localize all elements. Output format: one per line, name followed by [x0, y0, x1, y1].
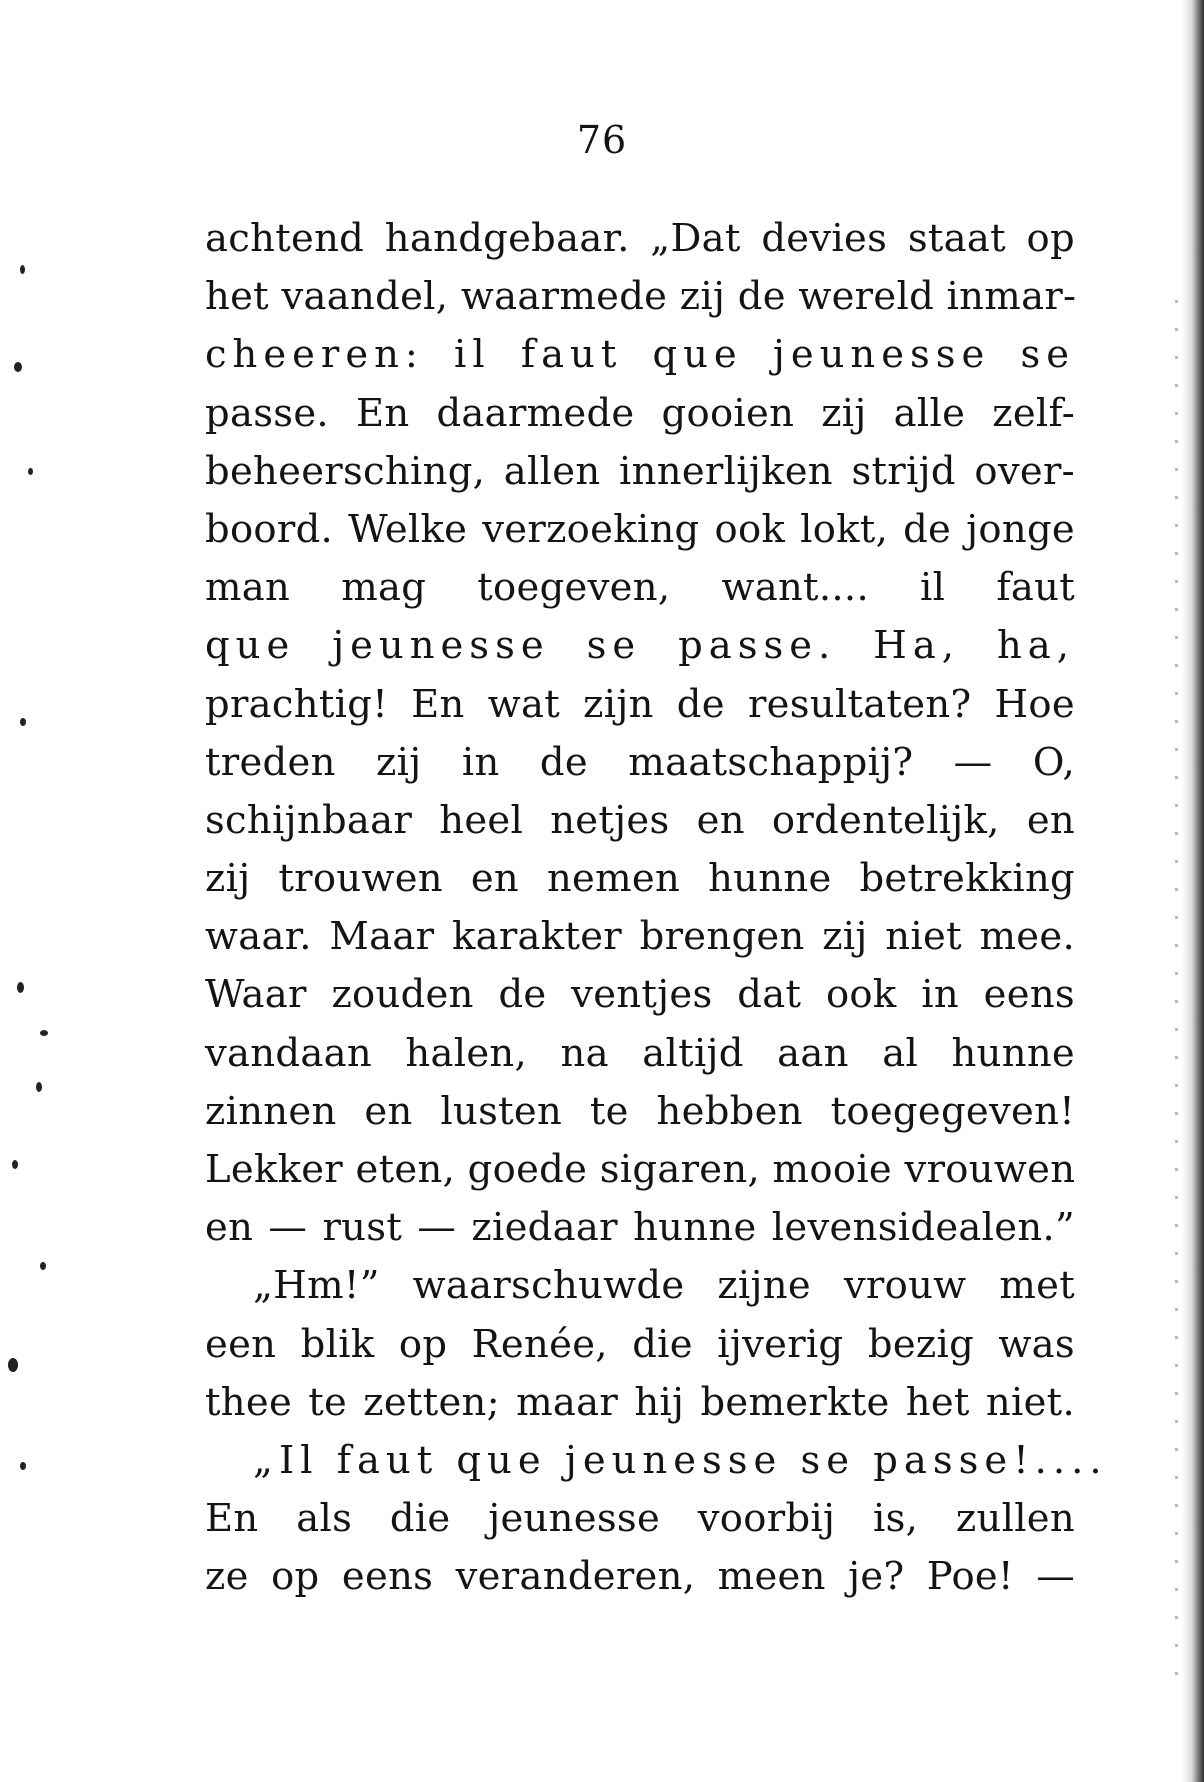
text-line: en — rust — ziedaar hunne levensidealen.”	[205, 1205, 1075, 1251]
text-line: zij trouwen en nemen hunne betrekking	[205, 856, 1075, 902]
scan-speck	[40, 1030, 48, 1036]
text-line: Lekker eten, goede sigaren, mooie vrouwen	[205, 1147, 1076, 1192]
scan-gutter-shadow	[1182, 0, 1204, 1782]
text-line: schijnbaar heel netjes en ordentelijk, en	[205, 797, 1075, 843]
scan-speck	[20, 718, 26, 726]
text-line: ze op eens veranderen, meen je? Poe! —	[205, 1554, 1075, 1600]
text-line: het vaandel, waarmede zij de wereld inmar-	[205, 274, 1077, 320]
text-line: Waar zouden de ventjes dat ook in eens	[205, 972, 1075, 1018]
scan-speck	[36, 1082, 42, 1092]
page-number: 76	[576, 118, 628, 162]
scan-speck	[14, 362, 22, 372]
text-line: achtend handgebaar. „Dat devies staat op	[205, 216, 1075, 261]
text-line: que jeunesse se passe. Ha, ha,	[205, 623, 1075, 669]
scan-speck	[28, 468, 33, 475]
body-text	[205, 210, 1108, 1607]
scan-speck	[20, 265, 25, 274]
text-line: En als die jeunesse voorbij is, zullen	[205, 1496, 1075, 1542]
text-line: boord. Welke verzoeking ook lokt, de jonge	[205, 506, 1075, 552]
text-line: beheersching, allen innerlijken strijd over-	[205, 448, 1075, 494]
text-line: zinnen en lusten te hebben toegegeven!	[205, 1088, 1075, 1134]
scan-gutter-marks	[1175, 300, 1178, 1700]
text-line: thee te zetten; maar hij bemerkte het niet.	[205, 1379, 1075, 1425]
scan-speck	[17, 982, 24, 993]
scan-speck	[12, 1160, 18, 1169]
scan-speck	[40, 1262, 46, 1270]
text-line: een blik op Renée, die ijverig bezig was	[205, 1321, 1075, 1367]
text-line: „Il faut que jeunesse se passe!....	[253, 1437, 1108, 1483]
text-line: prachtig! En wat zijn de resultaten? Hoe	[205, 681, 1075, 727]
text-line: cheeren: il faut que jeunesse se	[205, 332, 1075, 378]
text-line: treden zij in de maatschappij? — O,	[205, 739, 1075, 785]
scan-speck	[8, 1358, 18, 1372]
text-line: vandaan halen, na altijd aan al hunne	[205, 1030, 1075, 1076]
text-line: man mag toegeven, want.... il faut	[205, 565, 1075, 611]
text-line: waar. Maar karakter brengen zij niet mee.	[205, 914, 1075, 960]
text-line: „Hm!” waarschuwde zijne vrouw met	[253, 1263, 1075, 1309]
text-line: passe. En daarmede gooien zij alle zelf-	[205, 390, 1075, 436]
scan-speck	[20, 1462, 26, 1470]
